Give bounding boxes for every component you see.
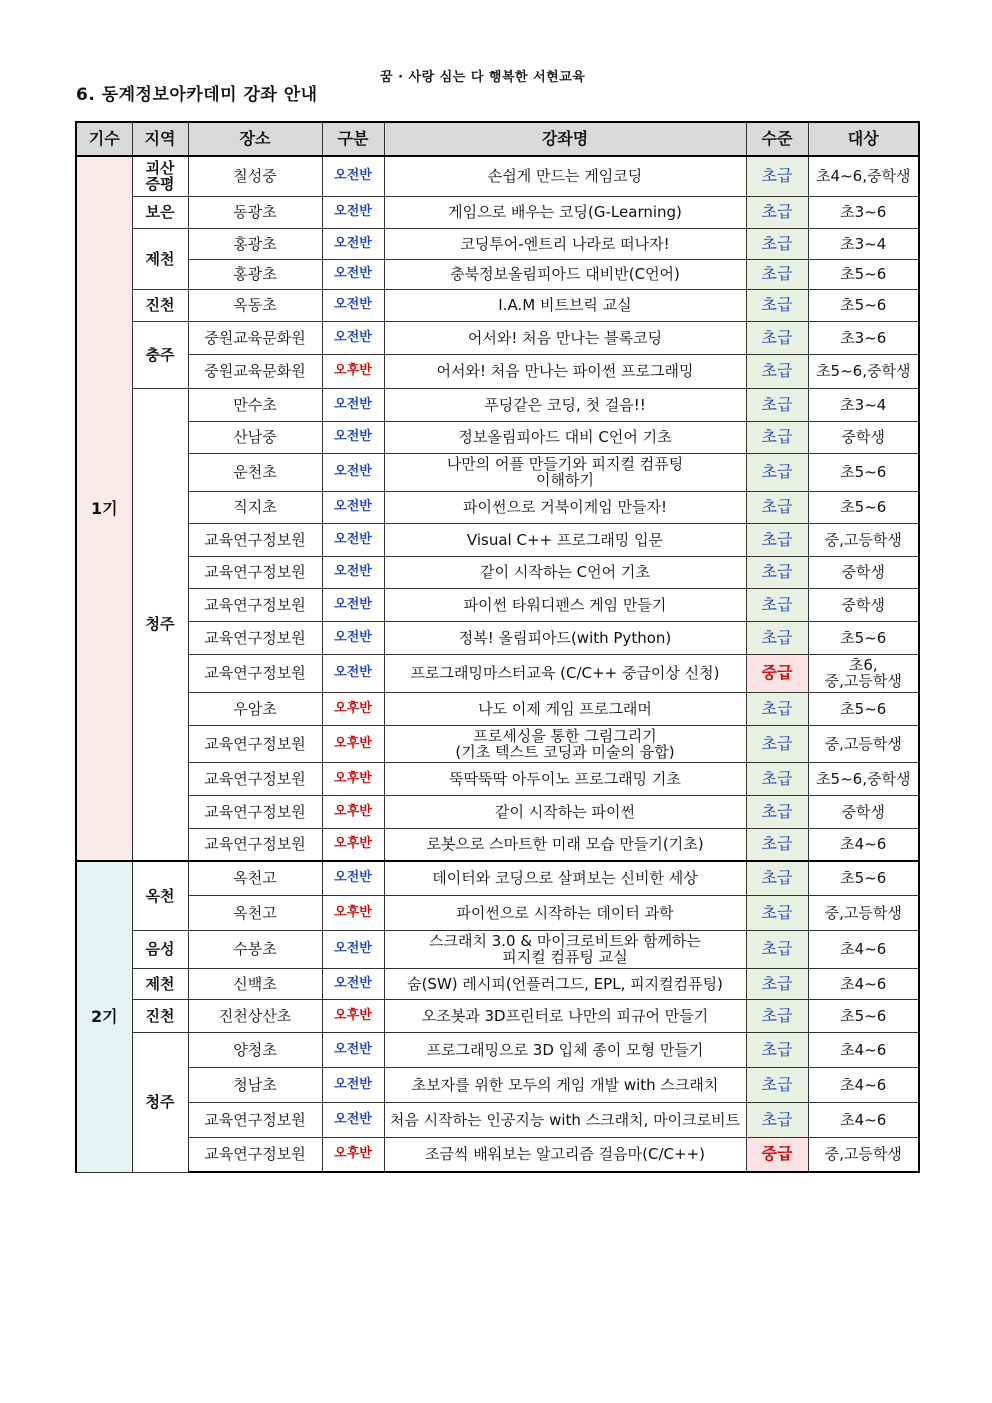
page-title: 6. 동계정보아카데미 강좌 안내 [76,85,318,105]
target-cell: 중학생 [808,556,919,588]
level-cell: 초급 [746,930,808,968]
level-cell: 초급 [746,621,808,654]
region-cell: 청주 [132,388,188,861]
target-cell: 초3~6 [808,196,919,228]
division-cell: 오전반 [322,491,384,523]
target-cell: 초3~4 [808,388,919,421]
level-cell: 초급 [746,453,808,491]
target-cell: 초5~6 [808,861,919,895]
division-cell: 오전반 [322,1032,384,1067]
course-cell: 파이썬으로 시작하는 데이터 과학 [384,895,746,930]
course-cell: 게임으로 배우는 코딩(G-Learning) [384,196,746,228]
course-cell: 어서와! 처음 만나는 블록코딩 [384,321,746,354]
course-cell: 프로세싱을 통한 그림그리기 (기초 텍스트 코딩과 미술의 융합) [384,725,746,762]
region-cell: 보은 [132,196,188,228]
venue-cell: 교육연구정보원 [188,795,322,828]
course-cell: 나도 이제 게임 프로그래머 [384,692,746,725]
target-cell: 초4~6 [808,1102,919,1137]
level-cell: 중급 [746,654,808,692]
table-row [76,725,919,762]
division-cell: 오후반 [322,354,384,388]
division-cell: 오전반 [322,968,384,999]
target-cell: 초4~6 [808,1032,919,1067]
level-cell: 초급 [746,354,808,388]
course-cell: 조금씩 배워보는 알고리즘 걸음마(C/C++) [384,1137,746,1172]
division-cell: 오전반 [322,654,384,692]
course-cell: 정보올림피아드 대비 C언어 기초 [384,421,746,453]
course-cell: 뚝딱뚝딱 아두이노 프로그래밍 기초 [384,762,746,795]
division-cell: 오후반 [322,795,384,828]
level-cell: 초급 [746,156,808,196]
course-cell: 초보자를 위한 모두의 게임 개발 with 스크래치 [384,1067,746,1102]
table-row [76,453,919,491]
division-cell: 오전반 [322,556,384,588]
table-row [76,795,919,828]
target-cell: 초5~6 [808,259,919,289]
target-cell: 중학생 [808,588,919,621]
division-cell: 오전반 [322,523,384,556]
venue-cell: 교육연구정보원 [188,621,322,654]
level-cell: 초급 [746,861,808,895]
division-cell: 오전반 [322,388,384,421]
division-cell: 오전반 [322,196,384,228]
division-cell: 오전반 [322,228,384,259]
target-cell: 중,고등학생 [808,725,919,762]
target-cell: 초4~6,중학생 [808,156,919,196]
target-cell: 초5~6 [808,621,919,654]
course-cell: 손쉽게 만드는 게임코딩 [384,156,746,196]
division-cell: 오후반 [322,999,384,1032]
division-cell: 오전반 [322,861,384,895]
table-row [76,156,919,196]
course-cell: Visual C++ 프로그래밍 입문 [384,523,746,556]
level-cell: 초급 [746,228,808,259]
division-cell: 오후반 [322,828,384,861]
level-cell: 초급 [746,421,808,453]
division-cell: 오후반 [322,725,384,762]
level-cell: 초급 [746,259,808,289]
course-cell: 처음 시작하는 인공지능 with 스크래치, 마이크로비트 [384,1102,746,1137]
division-cell: 오후반 [322,1137,384,1172]
generation-cell: 1기 [76,156,132,861]
target-cell: 초4~6 [808,968,919,999]
level-cell: 초급 [746,968,808,999]
venue-cell: 신백초 [188,968,322,999]
target-cell: 초3~4 [808,228,919,259]
course-cell: 파이썬 타워디펜스 게임 만들기 [384,588,746,621]
table-row [76,762,919,795]
venue-cell: 진천상산초 [188,999,322,1032]
table-row [76,1067,919,1102]
table-row [76,556,919,588]
venue-cell: 청남초 [188,1067,322,1102]
venue-cell: 동광초 [188,196,322,228]
division-cell: 오전반 [322,156,384,196]
division-cell: 오전반 [322,621,384,654]
course-cell: I.A.M 비트브릭 교실 [384,289,746,321]
table-row [76,968,919,999]
target-cell: 중학생 [808,795,919,828]
venue-cell: 옥천고 [188,895,322,930]
venue-cell: 홍광초 [188,259,322,289]
header-row [76,122,919,156]
division-cell: 오후반 [322,895,384,930]
course-cell: 코딩투어-엔트리 나라로 떠나자! [384,228,746,259]
target-cell: 초5~6 [808,289,919,321]
venue-cell: 중원교육문화원 [188,354,322,388]
table-row [76,1137,919,1172]
venue-cell: 교육연구정보원 [188,523,322,556]
table-row [76,289,919,321]
venue-cell: 중원교육문화원 [188,321,322,354]
course-cell: 파이썬으로 거북이게임 만들자! [384,491,746,523]
venue-cell: 교육연구정보원 [188,725,322,762]
venue-cell: 교육연구정보원 [188,556,322,588]
venue-cell: 양청초 [188,1032,322,1067]
target-cell: 중,고등학생 [808,1137,919,1172]
region-cell: 제천 [132,968,188,999]
table-row [76,588,919,621]
venue-cell: 옥동초 [188,289,322,321]
course-cell: 데이터와 코딩으로 살펴보는 신비한 세상 [384,861,746,895]
level-cell: 초급 [746,828,808,861]
table-row [76,196,919,228]
table-row [76,828,919,861]
venue-cell: 우암초 [188,692,322,725]
table-row [76,321,919,354]
target-cell: 초4~6 [808,1067,919,1102]
table-row [76,999,919,1032]
venue-cell: 산남중 [188,421,322,453]
division-cell: 오후반 [322,692,384,725]
header-target: 대상 [808,122,919,156]
level-cell: 초급 [746,725,808,762]
header-venue: 장소 [188,122,322,156]
target-cell: 중학생 [808,421,919,453]
table-row [76,861,919,895]
venue-cell: 만수초 [188,388,322,421]
region-cell: 제천 [132,228,188,289]
table-row [76,895,919,930]
division-cell: 오전반 [322,1102,384,1137]
generation-cell: 2기 [76,861,132,1172]
level-cell: 초급 [746,762,808,795]
level-cell: 초급 [746,1032,808,1067]
region-cell: 괴산 증평 [132,156,188,196]
level-cell: 초급 [746,196,808,228]
course-cell: 푸딩같은 코딩, 첫 걸음!! [384,388,746,421]
table-row [76,259,919,289]
level-cell: 초급 [746,692,808,725]
venue-cell: 홍광초 [188,228,322,259]
table-row [76,692,919,725]
table-row [76,354,919,388]
division-cell: 오전반 [322,259,384,289]
level-cell: 초급 [746,895,808,930]
table-row [76,491,919,523]
level-cell: 초급 [746,1102,808,1137]
slogan: 꿈 · 사랑 심는 다 행복한 서현교육 [380,70,586,85]
target-cell: 초5~6,중학생 [808,354,919,388]
table-row [76,388,919,421]
region-cell: 음성 [132,930,188,968]
region-cell: 진천 [132,289,188,321]
venue-cell: 교육연구정보원 [188,588,322,621]
table-row [76,523,919,556]
level-cell: 초급 [746,1067,808,1102]
venue-cell: 교육연구정보원 [188,654,322,692]
course-cell: 스크래치 3.0 & 마이크로비트와 함께하는 피지컬 컴퓨팅 교실 [384,930,746,968]
table-row [76,1102,919,1137]
division-cell: 오전반 [322,930,384,968]
course-cell: 같이 시작하는 파이썬 [384,795,746,828]
venue-cell: 직지초 [188,491,322,523]
table-row [76,654,919,692]
header-region: 지역 [132,122,188,156]
header-division: 구분 [322,122,384,156]
level-cell: 초급 [746,388,808,421]
venue-cell: 교육연구정보원 [188,1137,322,1172]
level-cell: 초급 [746,289,808,321]
venue-cell: 교육연구정보원 [188,828,322,861]
header-course: 강좌명 [384,122,746,156]
division-cell: 오전반 [322,453,384,491]
header-gen: 기수 [76,122,132,156]
division-cell: 오전반 [322,588,384,621]
division-cell: 오후반 [322,762,384,795]
region-cell: 옥천 [132,861,188,930]
target-cell: 초5~6,중학생 [808,762,919,795]
level-cell: 초급 [746,795,808,828]
course-table [75,121,920,1173]
venue-cell: 교육연구정보원 [188,1102,322,1137]
target-cell: 초6, 중,고등학생 [808,654,919,692]
venue-cell: 칠성중 [188,156,322,196]
header-level: 수준 [746,122,808,156]
target-cell: 초4~6 [808,828,919,861]
table-row [76,1032,919,1067]
course-cell: 숨(SW) 레시피(언플러그드, EPL, 피지컬컴퓨팅) [384,968,746,999]
table-row [76,930,919,968]
level-cell: 초급 [746,491,808,523]
course-cell: 로봇으로 스마트한 미래 모습 만들기(기초) [384,828,746,861]
region-cell: 충주 [132,321,188,388]
division-cell: 오전반 [322,1067,384,1102]
target-cell: 초5~6 [808,692,919,725]
venue-cell: 옥천고 [188,861,322,895]
level-cell: 중급 [746,1137,808,1172]
division-cell: 오전반 [322,421,384,453]
region-cell: 청주 [132,1032,188,1172]
table-body [76,156,919,1172]
target-cell: 중,고등학생 [808,895,919,930]
division-cell: 오전반 [322,289,384,321]
table-row [76,228,919,259]
division-cell: 오전반 [322,321,384,354]
table-row [76,421,919,453]
course-cell: 나만의 어플 만들기와 피지컬 컴퓨팅 이해하기 [384,453,746,491]
course-cell: 어서와! 처음 만나는 파이썬 프로그래밍 [384,354,746,388]
level-cell: 초급 [746,556,808,588]
level-cell: 초급 [746,999,808,1032]
course-cell: 충북정보올림피아드 대비반(C언어) [384,259,746,289]
level-cell: 초급 [746,523,808,556]
target-cell: 중,고등학생 [808,523,919,556]
course-cell: 프로그래밍마스터교육 (C/C++ 중급이상 신청) [384,654,746,692]
venue-cell: 수봉초 [188,930,322,968]
target-cell: 초3~6 [808,321,919,354]
course-cell: 프로그래밍으로 3D 입체 종이 모형 만들기 [384,1032,746,1067]
target-cell: 초5~6 [808,491,919,523]
target-cell: 초5~6 [808,999,919,1032]
level-cell: 초급 [746,321,808,354]
target-cell: 초5~6 [808,453,919,491]
region-cell: 진천 [132,999,188,1032]
target-cell: 초4~6 [808,930,919,968]
course-cell: 오조봇과 3D프린터로 나만의 피규어 만들기 [384,999,746,1032]
venue-cell: 운천초 [188,453,322,491]
course-cell: 정복! 올림피아드(with Python) [384,621,746,654]
level-cell: 초급 [746,588,808,621]
venue-cell: 교육연구정보원 [188,762,322,795]
course-cell: 같이 시작하는 C언어 기초 [384,556,746,588]
table-row [76,621,919,654]
